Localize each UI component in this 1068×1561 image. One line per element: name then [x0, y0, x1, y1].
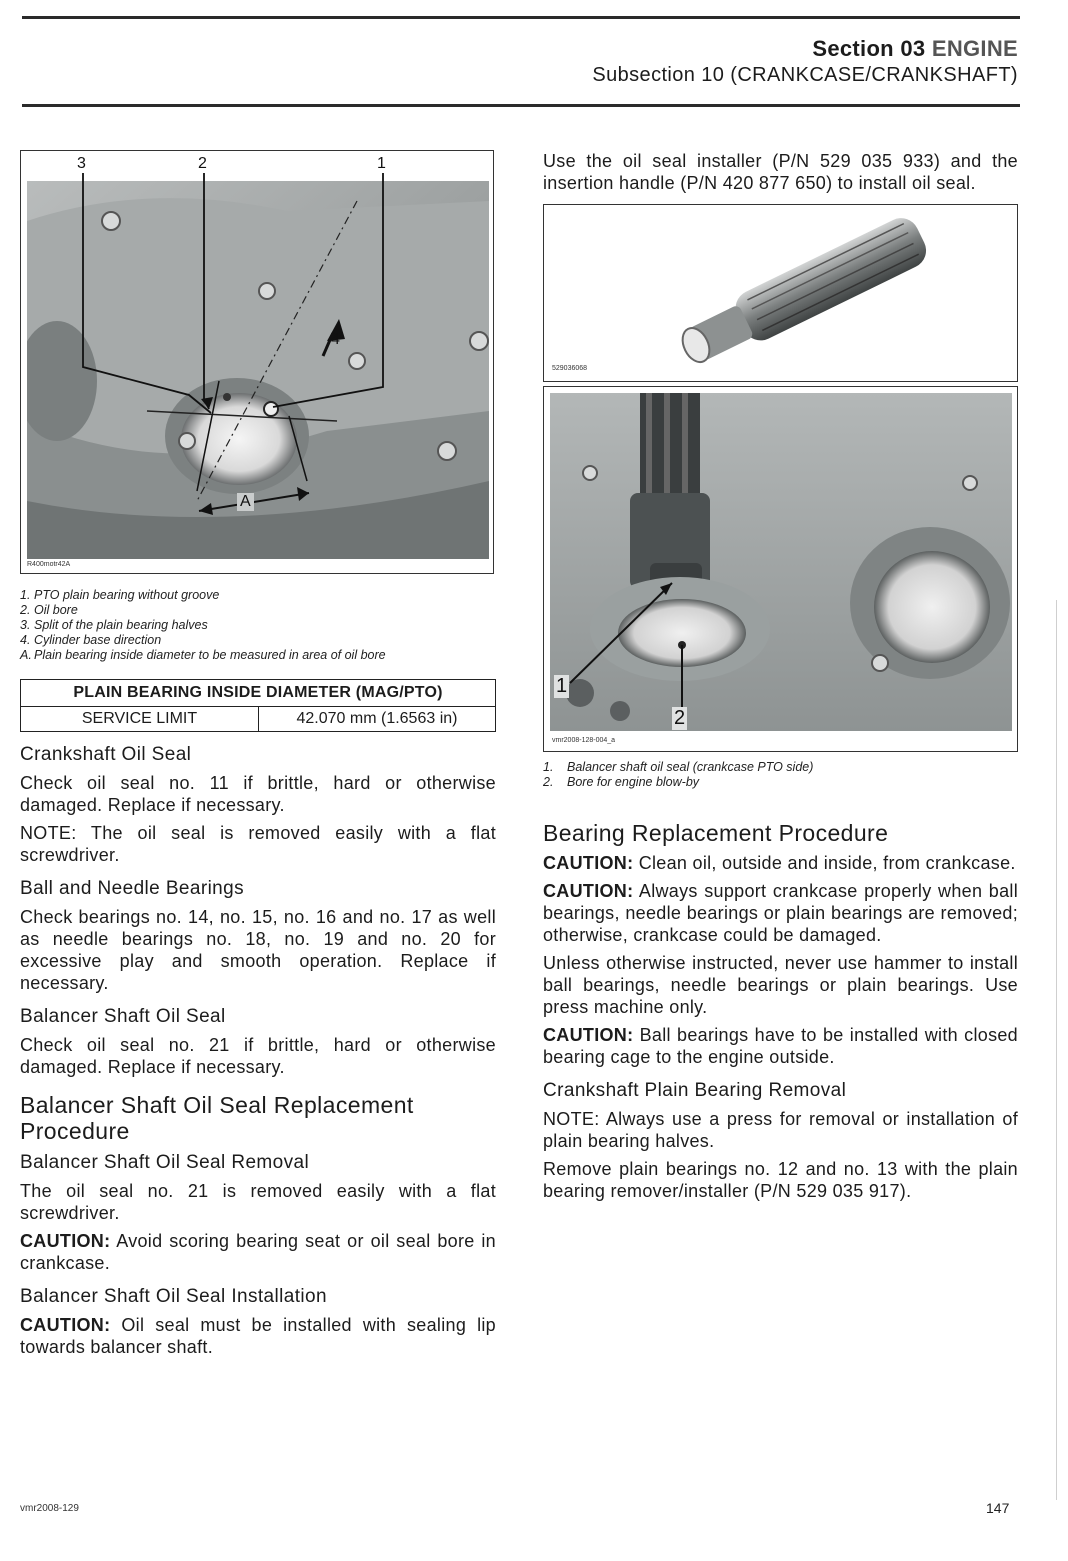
paragraph: Remove plain bearings no. 12 and no. 13 with the plain bearing remover/installer (P/N 529 035 917).: [543, 1159, 1018, 1201]
subsection-title: Subsection 10 (CRANKCASE/CRANKSHAFT): [592, 64, 1018, 86]
crankcase-bearing-figure: [20, 150, 494, 574]
table-cell-label: SERVICE LIMIT: [21, 707, 259, 732]
footer-code: vmr2008-129: [20, 1503, 79, 1514]
paragraph: The oil seal no. 21 is removed easily with a flat screwdriver.: [20, 1181, 496, 1223]
figure1-legend: [20, 588, 496, 663]
section-title: Section 03 ENGINE: [812, 36, 1018, 61]
right-column: [543, 150, 1018, 1202]
heading-bearing-replacement: Bearing Replacement Procedure: [543, 820, 889, 846]
legend-item: 1. Balancer shaft oil seal (crankcase PTO side): [543, 760, 814, 774]
heading-ball-needle-bearings: Ball and Needle Bearings: [20, 878, 245, 899]
balancer-seal-figure: [543, 386, 1018, 752]
callout-leader-lines: [544, 387, 1017, 751]
left-column: [20, 150, 496, 1358]
figure-code: 529036068: [552, 365, 588, 372]
callout-a: A: [237, 493, 254, 511]
legend-item: 3. Split of the plain bearing halves: [20, 618, 208, 632]
paragraph: Check oil seal no. 21 if brittle, hard or otherwise damaged. Replace if necessary.: [20, 1035, 496, 1077]
caution: CAUTION: Always support crankcase properly when ball bearings, needle bearings or plain bearings are removed; otherwise, crankcase could be damaged.: [543, 881, 1018, 945]
heading-oil-seal-installation: Balancer Shaft Oil Seal Installation: [20, 1286, 327, 1307]
legend-item: 2. Oil bore: [20, 603, 78, 617]
legend-item: 4. Cylinder base direction: [20, 633, 162, 647]
callout-2: 2: [674, 707, 686, 729]
heading-balancer-shaft-oil-seal: Balancer Shaft Oil Seal: [20, 1006, 226, 1027]
seal-installer-tool-figure: [543, 204, 1018, 382]
table-header: PLAIN BEARING INSIDE DIAMETER (MAG/PTO): [21, 680, 496, 707]
page-header: [592, 36, 1018, 87]
installer-tool-drawing: [544, 205, 1017, 381]
caution: CAUTION: Ball bearings have to be installed with closed bearing cage to the engine outside.: [543, 1025, 1018, 1067]
callout-4: 4: [331, 331, 340, 348]
heading-crankshaft-oil-seal: Crankshaft Oil Seal: [20, 744, 192, 765]
page-number: 147: [986, 1500, 1010, 1516]
figure-code: R400motr42A: [27, 561, 71, 568]
figure-code: vmr2008-128-004_a: [552, 737, 616, 744]
callout-3: 3: [77, 155, 86, 172]
scan-edge-line: [1056, 600, 1057, 1500]
figure2-legend: [543, 760, 1018, 790]
legend-item: A. Plain bearing inside diameter to be measured in area of oil bore: [20, 648, 386, 662]
callout-leader-lines: [21, 151, 495, 575]
legend-item: 2. Bore for engine blow-by: [543, 775, 700, 789]
heading-oil-seal-removal: Balancer Shaft Oil Seal Removal: [20, 1152, 310, 1173]
caution: CAUTION: Oil seal must be installed with sealing lip towards balancer shaft.: [20, 1315, 496, 1357]
header-rule: [22, 104, 1020, 107]
top-rule: [22, 16, 1020, 19]
callout-1: 1: [377, 155, 386, 172]
paragraph: Check bearings no. 14, no. 15, no. 16 and no. 17 as well as needle bearings no. 18, no. 19 and no. 20 for excessive play and smooth operation. Replace if necessary.: [20, 907, 496, 993]
heading-replacement-procedure: Balancer Shaft Oil Seal Replacement Procedure: [20, 1092, 414, 1144]
legend-item: 1. PTO plain bearing without groove: [20, 588, 220, 602]
paragraph: Unless otherwise instructed, never use hammer to install ball bearings, needle bearings or plain bearings. Use press machine only.: [543, 953, 1018, 1017]
note: NOTE: The oil seal is removed easily with a flat screwdriver.: [20, 823, 496, 865]
note: NOTE: Always use a press for removal or installation of plain bearing halves.: [543, 1109, 1018, 1151]
callout-1: 1: [556, 675, 568, 697]
paragraph: Use the oil seal installer (P/N 529 035 933) and the insertion handle (P/N 420 877 650) to install oil seal.: [543, 151, 1018, 193]
paragraph: Check oil seal no. 11 if brittle, hard or otherwise damaged. Replace if necessary.: [20, 773, 496, 815]
caution: CAUTION: Avoid scoring bearing seat or oil seal bore in crankcase.: [20, 1231, 496, 1273]
table-cell-value: 42.070 mm (1.6563 in): [259, 707, 496, 732]
caution: CAUTION: Clean oil, outside and inside, from crankcase.: [543, 853, 1016, 873]
heading-plain-bearing-removal: Crankshaft Plain Bearing Removal: [543, 1080, 847, 1101]
service-limit-table: [20, 679, 496, 732]
callout-2: 2: [198, 155, 207, 172]
